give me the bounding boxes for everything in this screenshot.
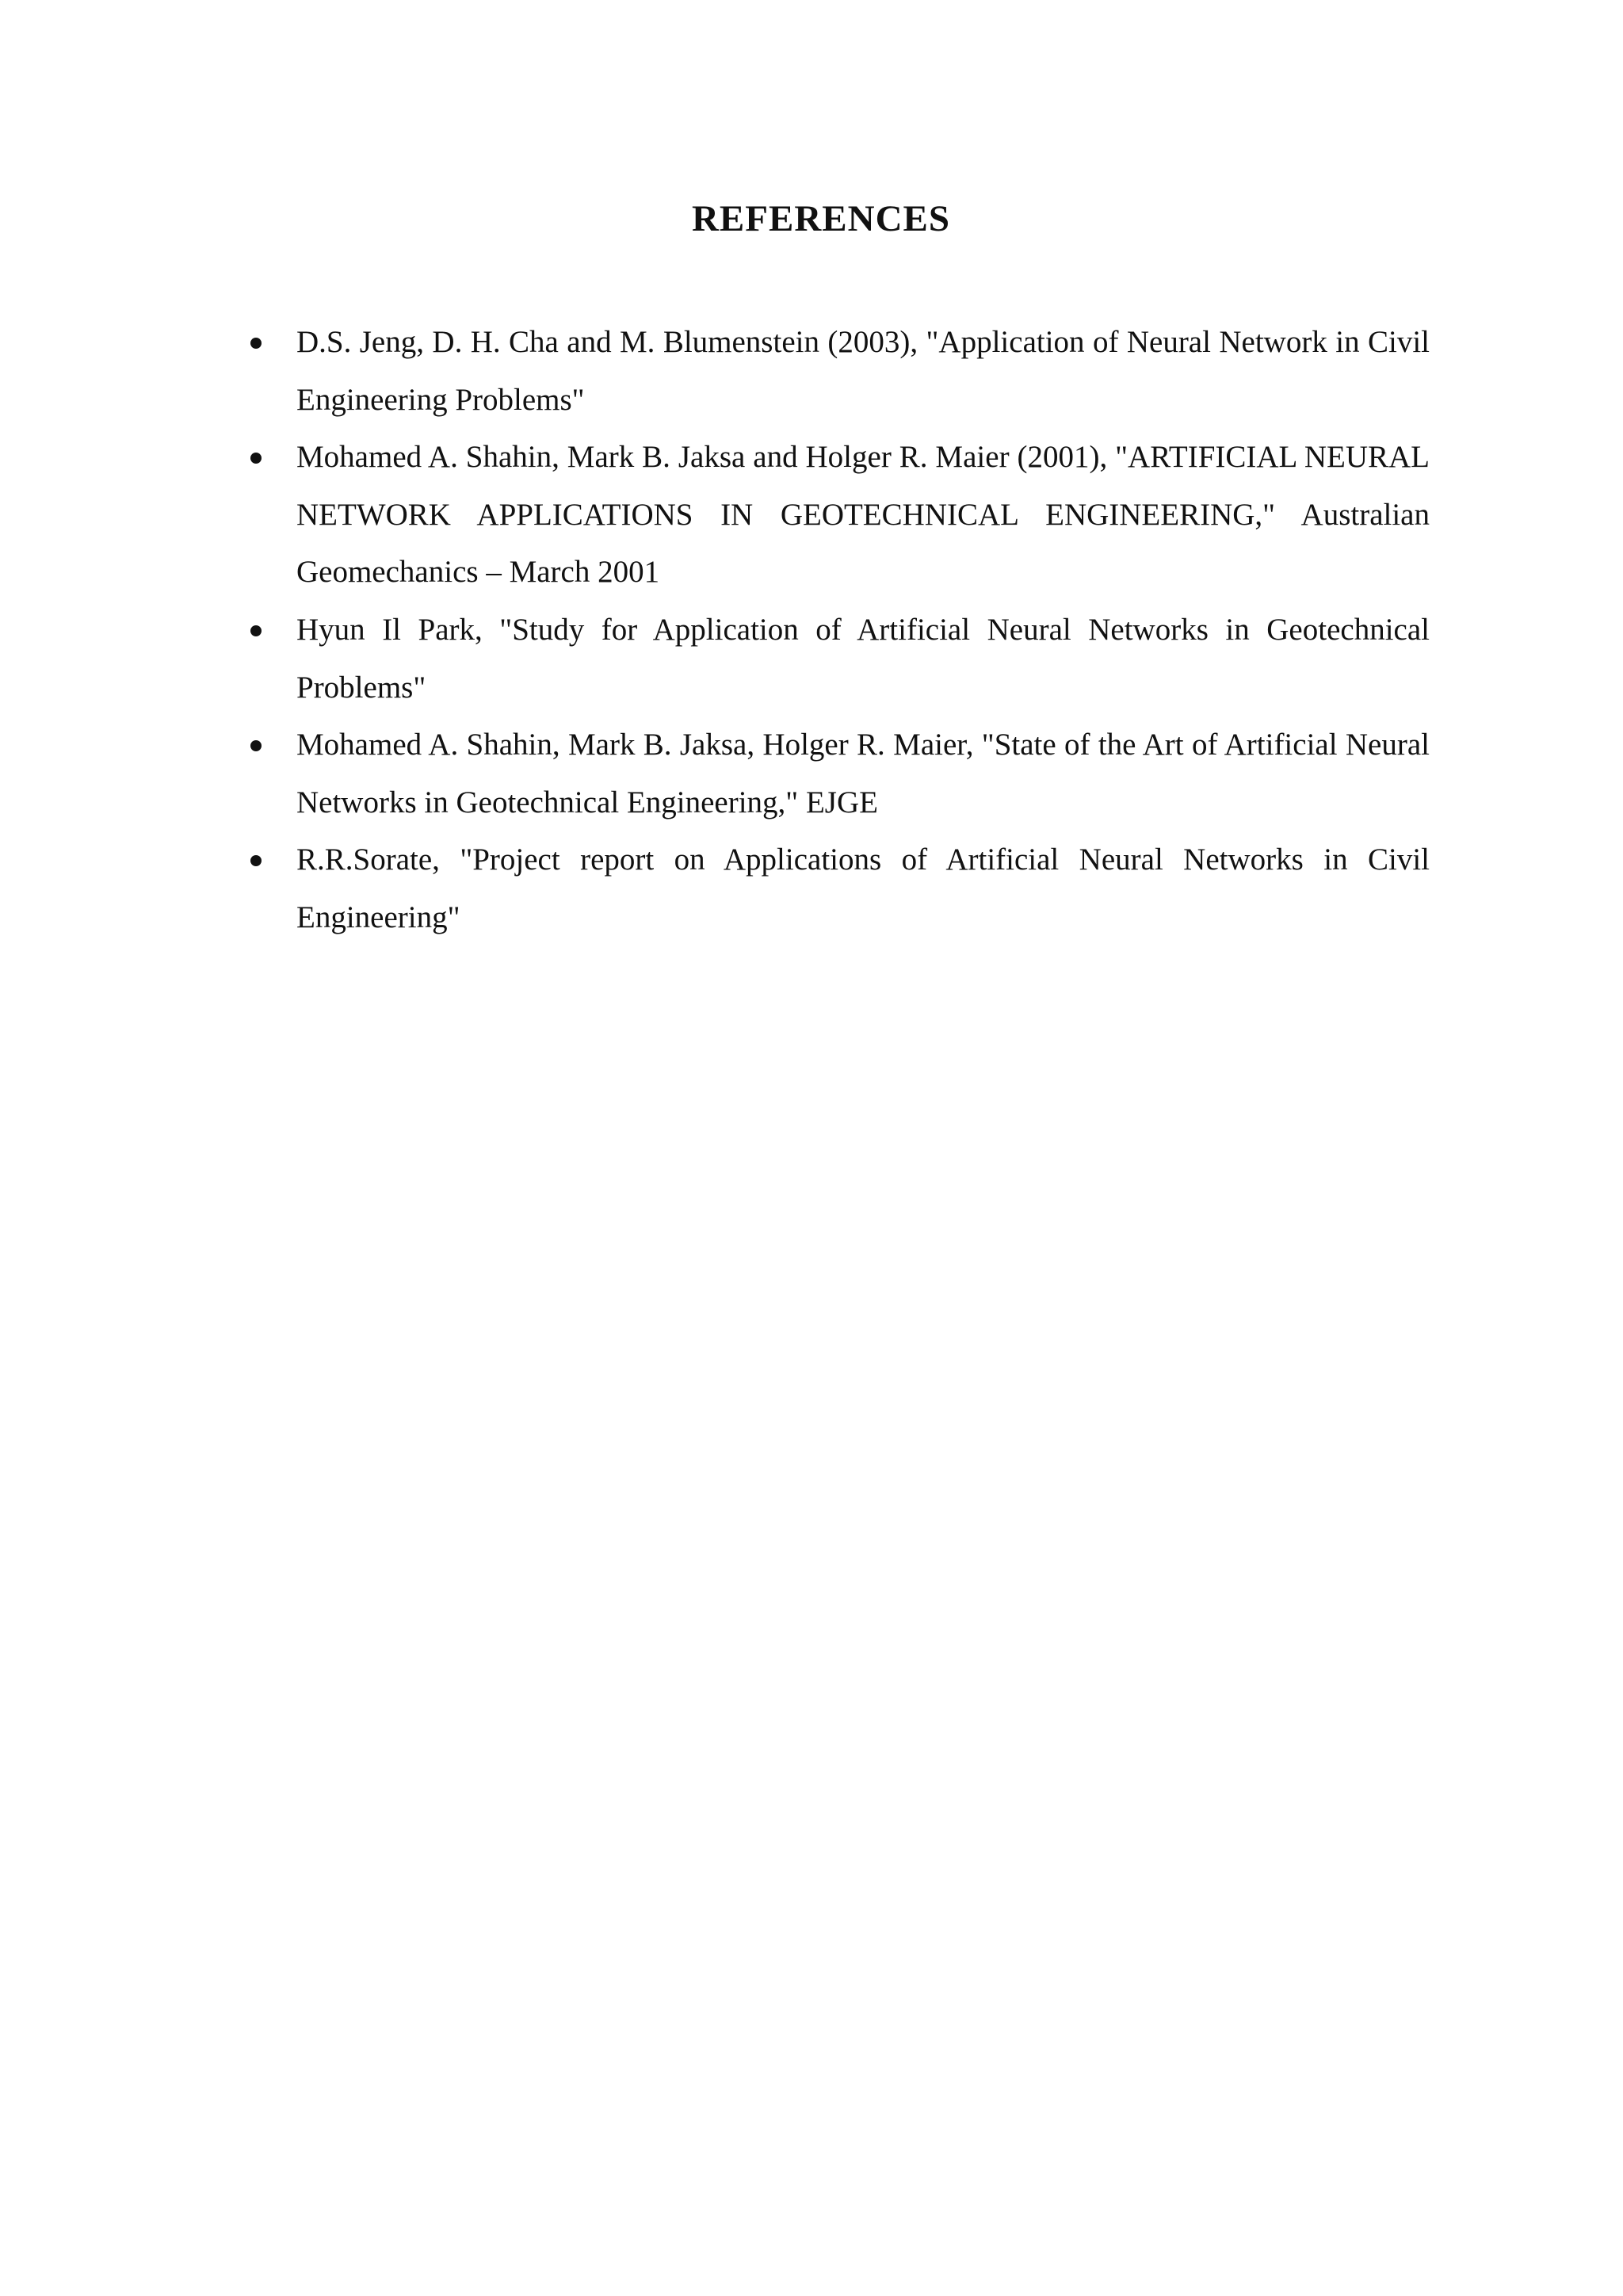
reference-item bbox=[235, 602, 1430, 716]
bullet-icon bbox=[250, 855, 262, 866]
reference-text: Mohamed A. Shahin, Mark B. Jaksa and Holger R. Maier (2001), "ARTIFICIAL NEURAL NETWORK APPLICATIONS IN GEOTECHNICAL ENGINEERING," Australian Geomechanics – March 2001 bbox=[296, 440, 1430, 590]
page-title-text: REFERENCES bbox=[691, 198, 950, 239]
bullet-icon bbox=[250, 625, 262, 636]
reference-item bbox=[235, 314, 1430, 429]
reference-item bbox=[235, 716, 1430, 831]
page-title bbox=[0, 197, 1623, 241]
reference-text: D.S. Jeng, D. H. Cha and M. Blumenstein (2003), "Application of Neural Network in Civil Engineering Problems" bbox=[296, 325, 1430, 417]
reference-list bbox=[235, 314, 1430, 947]
reference-text: Hyun Il Park, "Study for Application of Artificial Neural Networks in Geotechnical Problems" bbox=[296, 612, 1430, 705]
reference-text: Mohamed A. Shahin, Mark B. Jaksa, Holger R. Maier, "State of the Art of Artificial Neural Networks in Geotechnical Engineering," EJGE bbox=[296, 728, 1430, 819]
reference-text: R.R.Sorate, "Project report on Applications of Artificial Neural Networks in Civil Engineering" bbox=[296, 842, 1430, 934]
bullet-icon bbox=[250, 453, 262, 464]
reference-item bbox=[235, 831, 1430, 946]
reference-item bbox=[235, 429, 1430, 602]
bullet-icon bbox=[250, 338, 262, 349]
bullet-icon bbox=[250, 740, 262, 751]
